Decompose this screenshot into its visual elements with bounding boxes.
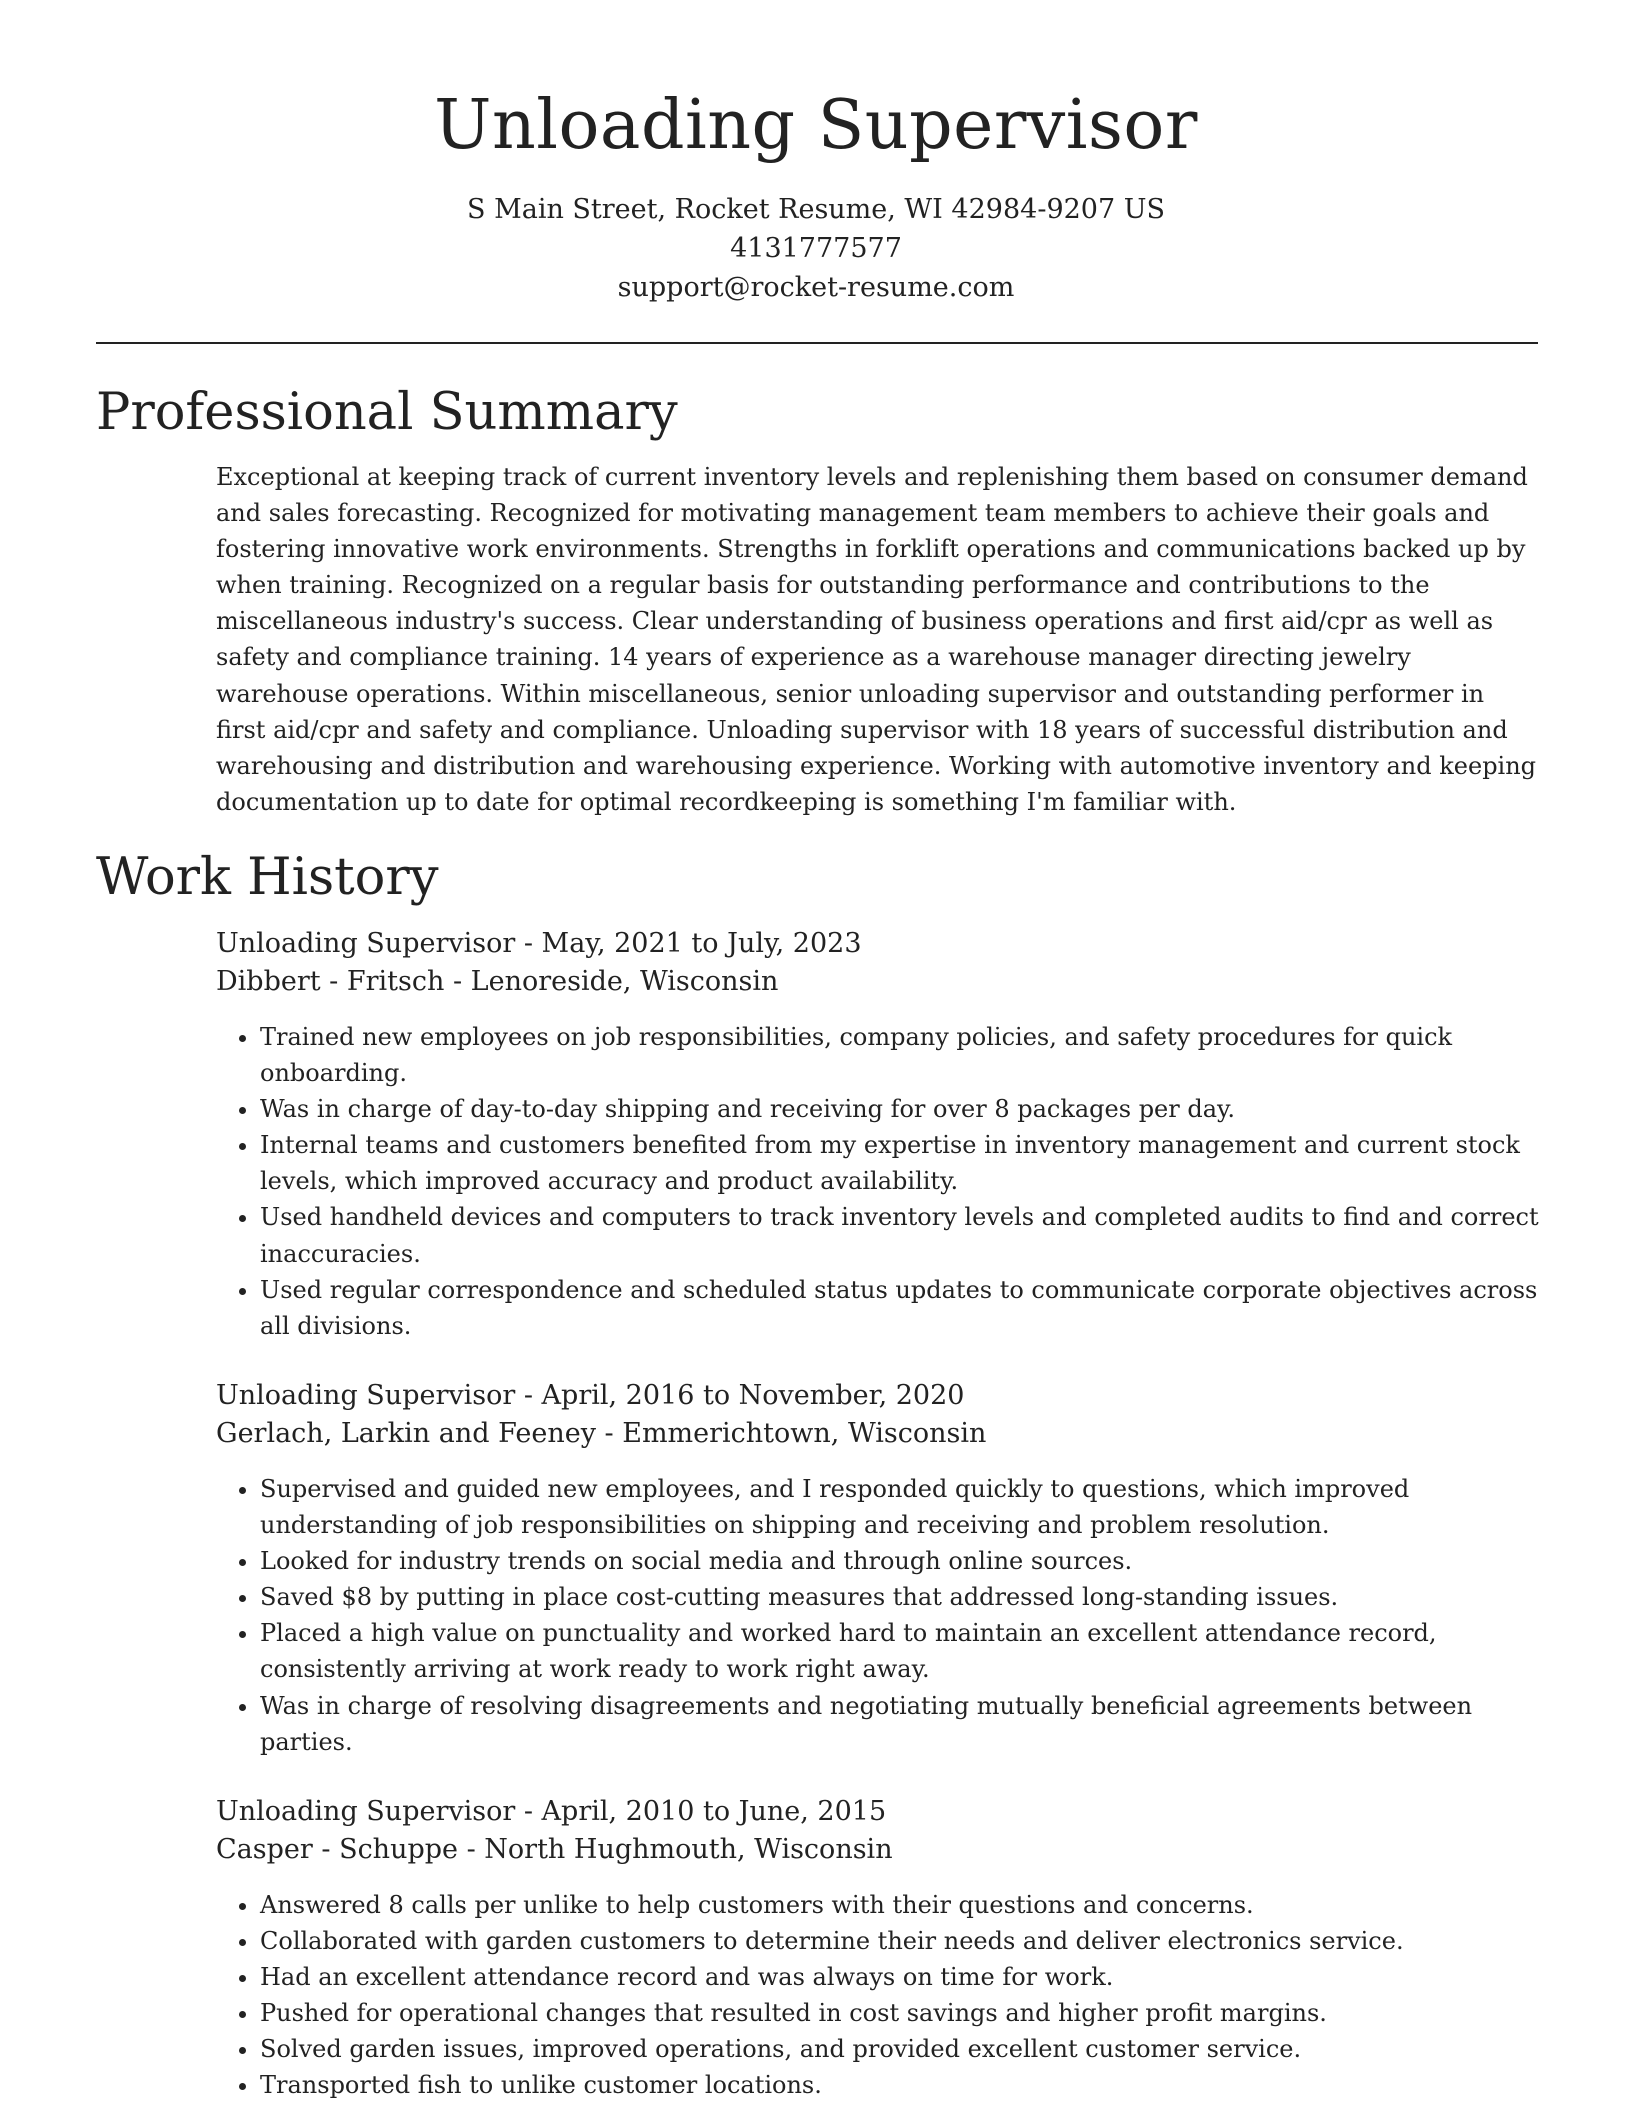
job-bullet: • Supervised and guided new employees, and I responded quickly to questions, which improved understanding of job responsibilities on shipping and receiving and problem resolution.	[260, 1471, 1540, 1543]
job-title-dates: Unloading Supervisor - May, 2021 to July, 2023	[216, 928, 862, 959]
job-bullet-list	[216, 1019, 1540, 1344]
job-title-dates: Unloading Supervisor - April, 2010 to June, 2015	[216, 1796, 887, 1827]
header-divider	[96, 342, 1538, 344]
job-entry	[216, 925, 1540, 1344]
job-company-location: Gerlach, Larkin and Feeney - Emmerichtown, Wisconsin	[216, 1418, 987, 1449]
job-bullet: • Placed a high value on punctuality and worked hard to maintain an excellent attendance record, consistently arriving at work ready to work right away.	[260, 1615, 1540, 1687]
job-bullet: • Solved garden issues, improved operations, and provided excellent customer service.	[260, 2031, 1540, 2067]
job-bullet: • Pushed for operational changes that resulted in cost savings and higher profit margins.	[260, 1995, 1540, 2031]
work-history-heading: Work History	[96, 848, 439, 907]
job-bullet: • Was in charge of resolving disagreements and negotiating mutually beneficial agreements between parties.	[260, 1688, 1540, 1760]
job-bullet: • Saved $8 by putting in place cost-cutting measures that addressed long-standing issues.	[260, 1579, 1540, 1615]
job-title-dates: Unloading Supervisor - April, 2016 to November, 2020	[216, 1380, 965, 1411]
job-bullet: • Trained new employees on job responsibilities, company policies, and safety procedures for quick onboarding.	[260, 1019, 1540, 1091]
job-entry	[216, 1793, 1540, 2104]
resume-header	[0, 0, 1632, 307]
job-bullet: • Had an excellent attendance record and was always on time for work.	[260, 1959, 1540, 1995]
summary-text: Exceptional at keeping track of current inventory levels and replenishing them based on consumer demand and sales forecasting. Recognized for motivating management team members to achieve their goals and fostering innovative work environments. Strengths in forklift operations and communications backed up by when training. Recognized on a regular basis for outstanding performance and contributions to the miscellaneous industry's success. Clear understanding of business operations and first aid/cpr as well as safety and compliance training. 14 years of experience as a warehouse manager directing jewelry warehouse operations. Within miscellaneous, senior unloading supervisor and outstanding performer in first aid/cpr and safety and compliance. Unloading supervisor with 18 years of successful distribution and warehousing and distribution and warehousing experience. Working with automotive inventory and keeping documentation up to date for optimal recordkeeping is something I'm familiar with.	[216, 463, 1537, 816]
job-bullet: • Looked for industry trends on social media and through online sources.	[260, 1543, 1540, 1579]
phone-number: 4131777577	[730, 233, 902, 264]
job-bullet: • Used handheld devices and computers to track inventory levels and completed audits to find and correct inaccuracies.	[260, 1199, 1540, 1271]
resume-name: Unloading Supervisor	[434, 86, 1198, 165]
job-entry	[216, 1377, 1540, 1760]
job-bullet-list	[216, 1887, 1540, 2104]
job-bullet: • Internal teams and customers benefited from my expertise in inventory management and current stock levels, which improved accuracy and product availability.	[260, 1127, 1540, 1199]
email-address: support@rocket-resume.com	[617, 272, 1015, 303]
address: S Main Street, Rocket Resume, WI 42984-9207 US	[467, 194, 1165, 225]
job-bullet: • Was in charge of day-to-day shipping and receiving for over 8 packages per day.	[260, 1091, 1540, 1127]
job-bullet: • Transported fish to unlike customer locations.	[260, 2067, 1540, 2103]
job-bullet-list	[216, 1471, 1540, 1760]
summary-heading: Professional Summary	[96, 383, 678, 442]
job-company-location: Casper - Schuppe - North Hughmouth, Wisconsin	[216, 1834, 893, 1865]
job-bullet: • Collaborated with garden customers to determine their needs and deliver electronics service.	[260, 1923, 1540, 1959]
job-bullet: • Answered 8 calls per unlike to help customers with their questions and concerns.	[260, 1887, 1540, 1923]
job-bullet: • Used regular correspondence and scheduled status updates to communicate corporate objectives across all divisions.	[260, 1272, 1540, 1344]
job-company-location: Dibbert - Fritsch - Lenoreside, Wisconsin	[216, 966, 779, 997]
contact-info	[0, 190, 1632, 307]
